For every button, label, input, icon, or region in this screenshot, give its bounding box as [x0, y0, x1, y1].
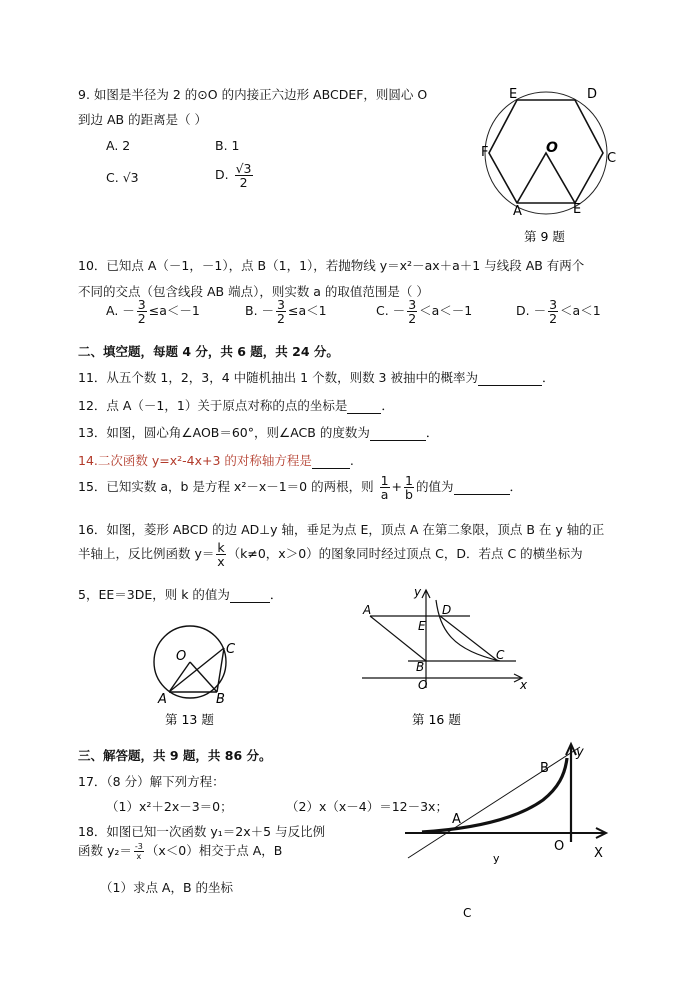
q9-option-d-prefix: D.	[215, 167, 229, 182]
fig16-label-c: C	[496, 648, 505, 662]
fig18-label-o: O	[554, 839, 565, 854]
q15-plus: +	[391, 479, 403, 494]
q10-option-a-tail: ≤a＜－1	[148, 303, 200, 318]
fig18-label-y-axis: y	[576, 745, 584, 760]
q17-title: 17．（8 分）解下列方程：	[78, 774, 225, 789]
q14-end: .	[349, 453, 354, 468]
q10-option-d-label: D. －	[516, 303, 547, 318]
q18-frac-den: x	[136, 852, 142, 861]
fig16-label-d: D	[442, 603, 452, 617]
q10-option-d-num: 3	[549, 297, 558, 312]
fig9-caption: 第 9 题	[524, 229, 565, 244]
q9-option-c-prefix: C.	[106, 170, 119, 185]
fig13-label-o: O	[176, 649, 187, 664]
fig13-caption: 第 13 题	[165, 712, 214, 727]
q18-line1: 18．如图已知一次函数 y₁＝2x＋5 与反比例	[78, 824, 326, 839]
q9-line1: 9. 如图是半径为 2 的⊙O 的内接正六边形 ABCDEF，则圆心 O	[78, 87, 428, 102]
fig9-label-f: F	[481, 145, 489, 160]
fig16-caption: 第 16 题	[412, 712, 461, 727]
q15-f1-den: a	[380, 487, 389, 502]
q14-text: 14.二次函数 y=x²-4x+3 的对称轴方程是	[78, 453, 312, 468]
q10-option-a-label: A. －	[106, 303, 135, 318]
q15-f1-num: 1	[380, 473, 389, 488]
q18-line2-pre: 函数 y₂＝	[78, 843, 132, 858]
q15-end: ．	[509, 479, 523, 494]
q16-frac-num: k	[217, 540, 225, 555]
q10-option-b-num: 3	[277, 297, 285, 312]
q13-text: 13．如图，圆心角∠AOB＝60°，则∠ACB 的度数为	[78, 425, 370, 440]
section2-title: 二、填空题，每题 4 分，共 6 题，共 24 分。	[78, 344, 339, 359]
fig9-label-d: D	[587, 87, 598, 102]
q9-option-d-numerator: √3	[235, 161, 252, 176]
q11-text: 11．从五个数 1，2，3，4 中随机抽出 1 个数，则数 3 被抽中的概率为	[78, 370, 478, 385]
fig18-label-b: B	[540, 761, 549, 776]
fig16-label-x: x	[520, 678, 528, 692]
q9-option-b: B. 1	[215, 138, 240, 153]
fig18-label-a: A	[452, 812, 461, 827]
q10-option-a-num: 3	[137, 297, 146, 312]
fig16-label-y: y	[414, 585, 422, 599]
fig16-label-e: E	[418, 619, 426, 633]
q10-option-c-num: 3	[408, 297, 417, 312]
q13-end: ．	[425, 425, 439, 440]
q10-option-d-tail: ＜a＜1	[560, 303, 601, 318]
q9-option-a: A. 2	[106, 138, 131, 153]
fig13-label-c: C	[226, 642, 236, 657]
q10-line1: 10．已知点 A（－1，－1），点 B（1，1），若抛物线 y＝x²－ax＋a＋1 与线段 AB 有两个	[78, 258, 585, 273]
q16-line1: 16．如图，菱形 ABCD 的边 AD⊥y 轴，垂足为点 E，顶点 A 在第二象限，顶点 B 在 y 轴的正	[78, 522, 605, 537]
q9-line2: 到边 AB 的距离是（ ）	[78, 112, 208, 127]
q16-line2-pre: 半轴上，反比例函数 y＝	[78, 546, 215, 561]
q10-option-b-label: B. －	[245, 303, 275, 318]
fig18-label-x: X	[594, 846, 603, 861]
q18-frac-num: -3	[134, 842, 143, 851]
fig16-label-a: A	[363, 603, 372, 617]
fig9-label-o: O	[546, 140, 558, 156]
q12-end: ．	[381, 398, 394, 413]
fig9-label-e-top: E	[509, 87, 518, 102]
q12-text: 12．点 A（－1，1）关于原点对称的点的坐标是	[78, 398, 348, 413]
section3-title: 三、解答题，共 9 题，共 86 分。	[78, 748, 272, 763]
q11-end: ．	[541, 370, 555, 385]
q15-f2-num: 1	[405, 473, 413, 488]
q10-option-c-tail: ＜a＜－1	[419, 303, 473, 318]
q10-option-b-den: 2	[277, 311, 285, 326]
q9-option-d-denominator: 2	[239, 175, 248, 190]
q15-f2-den: b	[405, 487, 413, 502]
q16-frac-den: x	[217, 554, 225, 569]
q16-line3-text: 5，EE＝3DE，则 k 的值为	[78, 587, 230, 602]
q18-line2-post: （x＜0）相交于点 A，B	[145, 843, 283, 858]
fig18-label-y-lower: y	[493, 852, 500, 865]
q17-part2: （2）x（x－4）＝12－3x；	[286, 799, 448, 814]
q10-line2: 不同的交点（包含线段 AB 端点），则实数 a 的取值范围是（ ）	[78, 284, 429, 299]
fig9-label-c: C	[607, 151, 617, 166]
fig16-label-o: O	[418, 678, 428, 692]
q10-option-b-tail: ≤a＜1	[287, 303, 327, 318]
fig9-label-a: A	[513, 204, 522, 219]
q16-end: ．	[269, 587, 283, 602]
q10-option-c-label: C. －	[376, 303, 406, 318]
fig16-label-b: B	[416, 660, 425, 674]
q17-part1: （1）x²＋2x－3＝0；	[106, 799, 233, 814]
q16-line2-post: （k≠0，x＞0）的图象同时经过顶点 C，D．若点 C 的横坐标为	[227, 546, 583, 561]
q15-post: 的值为	[415, 479, 454, 494]
q10-option-d-den: 2	[549, 311, 558, 326]
q10-option-c-den: 2	[408, 311, 417, 326]
fig18-label-c: C	[463, 906, 472, 920]
q10-option-a-den: 2	[137, 311, 146, 326]
q9-option-c-value: √3	[122, 170, 139, 185]
fig9-label-e-bottom: E	[573, 202, 582, 217]
fig13-label-a: A	[158, 692, 167, 707]
fig13-label-b: B	[216, 692, 225, 707]
q18-part1: （1）求点 A，B 的坐标	[100, 880, 234, 895]
q15-pre: 15．已知实数 a，b 是方程 x²－x－1＝0 的两根，则	[78, 479, 374, 494]
